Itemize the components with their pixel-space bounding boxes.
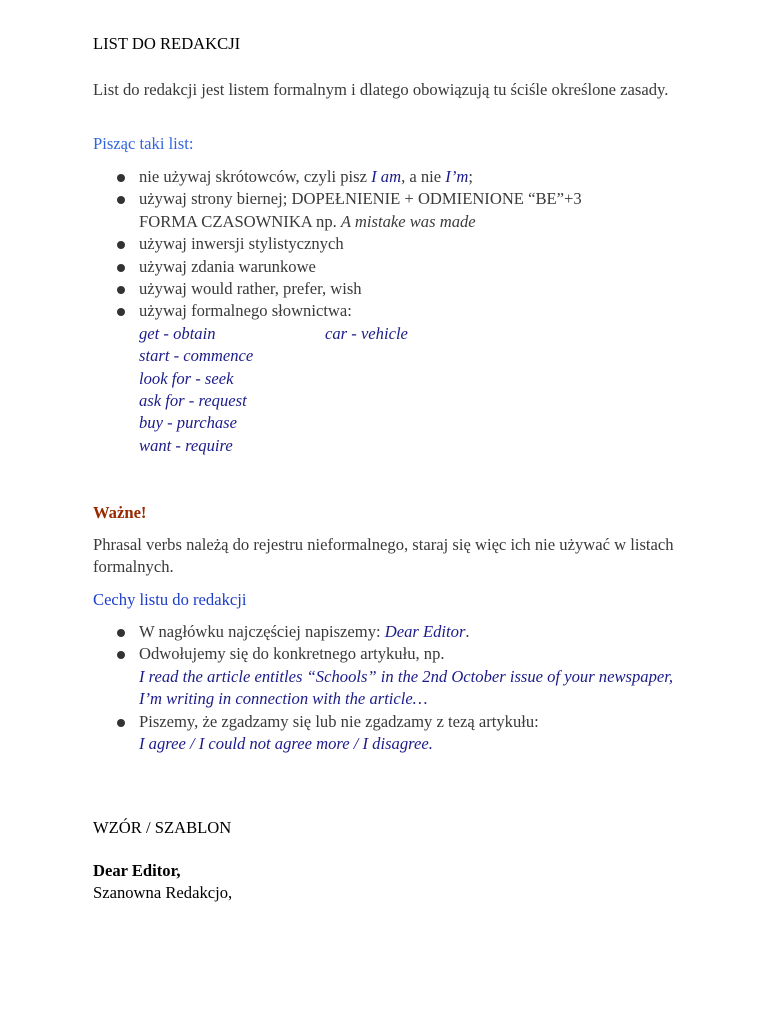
bullet-icon: [117, 286, 125, 294]
feature-example: I agree / I could not agree more / I disagree.: [139, 734, 433, 754]
bullet-icon: [117, 264, 125, 272]
bullet-icon: [117, 719, 125, 727]
feature-item: [93, 643, 693, 710]
rule-item: [93, 166, 693, 188]
feature-example: Dear Editor: [384, 622, 466, 641]
feature-text: Piszemy, że zgadzamy się lub nie zgadzamy z tezą artykułu:: [139, 711, 539, 731]
vocab-pair: look for - seek: [139, 368, 234, 388]
features-list: [93, 621, 693, 755]
phrasal-verbs-note: Phrasal verbs należą do rejestru nieformalnego, staraj się więc ich nie używać w listach formalnych.: [93, 535, 674, 577]
rule-example: A mistake was made: [340, 211, 476, 231]
feature-text: W nagłówku najczęściej napiszemy:: [139, 622, 385, 641]
vocabulary-list: [139, 323, 693, 457]
vocab-row: [139, 345, 693, 367]
vocab-pair: ask for - request: [139, 391, 247, 411]
feature-item: [93, 711, 693, 756]
bullet-icon: [117, 174, 125, 182]
bullet-icon: [117, 651, 125, 659]
rule-item: [93, 278, 693, 300]
rule-text: nie używaj skrótowców, czyli pisz: [139, 167, 372, 186]
vocab-row: [139, 435, 693, 457]
writing-subheading: Pisząc taki list:: [93, 134, 194, 153]
rule-item: [93, 233, 693, 255]
rule-text: ;: [468, 167, 473, 186]
vocab-pair: car - vehicle: [325, 323, 408, 343]
vocab-row: [139, 412, 693, 434]
rule-text: używaj formalnego słownictwa:: [139, 301, 352, 321]
bullet-icon: [117, 308, 125, 316]
intro-paragraph: List do redakcji jest listem formalnym i dlatego obowiązują tu ściśle określone zasady.: [93, 80, 669, 99]
feature-example: I read the article entitles “Schools” in the 2nd October issue of your newspaper, I’m writing in connection with the article…: [139, 666, 674, 709]
vocab-row: [139, 323, 693, 345]
vocab-pair: buy - purchase: [139, 413, 237, 433]
rule-text: używaj would rather, prefer, wish: [139, 279, 362, 299]
template-heading: WZÓR / SZABLON: [93, 818, 232, 837]
rule-item: [93, 300, 693, 457]
document-title: LIST DO REDAKCJI: [93, 34, 241, 53]
feature-item: [93, 621, 693, 643]
salutation-english: Dear Editor,: [93, 861, 181, 880]
bullet-icon: [117, 241, 125, 249]
rule-example: I am: [371, 167, 402, 186]
rule-text: , a nie: [401, 167, 446, 186]
vocab-pair: get - obtain: [139, 323, 216, 343]
bullet-icon: [117, 196, 125, 204]
feature-text: Odwołujemy się do konkretnego artykułu, np.: [139, 644, 445, 664]
vocab-pair: start - commence: [139, 346, 254, 366]
rule-text: używaj inwersji stylistycznych: [139, 234, 344, 254]
vocab-pair: want - require: [139, 435, 233, 455]
vocab-row: [139, 368, 693, 390]
rule-text: używaj zdania warunkowe: [139, 256, 316, 276]
rule-example: I’m: [445, 167, 469, 186]
vocab-row: [139, 390, 693, 412]
salutation-polish: Szanowna Redakcjo,: [93, 883, 233, 902]
feature-text: .: [465, 622, 470, 641]
rule-item: [93, 256, 693, 278]
bullet-icon: [117, 629, 125, 637]
features-subheading: Cechy listu do redakcji: [93, 590, 247, 609]
important-label: Ważne!: [93, 503, 147, 522]
rules-list: [93, 166, 693, 457]
rule-text: używaj strony biernej; DOPEŁNIENIE + ODMIENIONE “BE”+3 FORMA CZASOWNIKA np.: [139, 189, 582, 231]
rule-item: [93, 188, 693, 233]
